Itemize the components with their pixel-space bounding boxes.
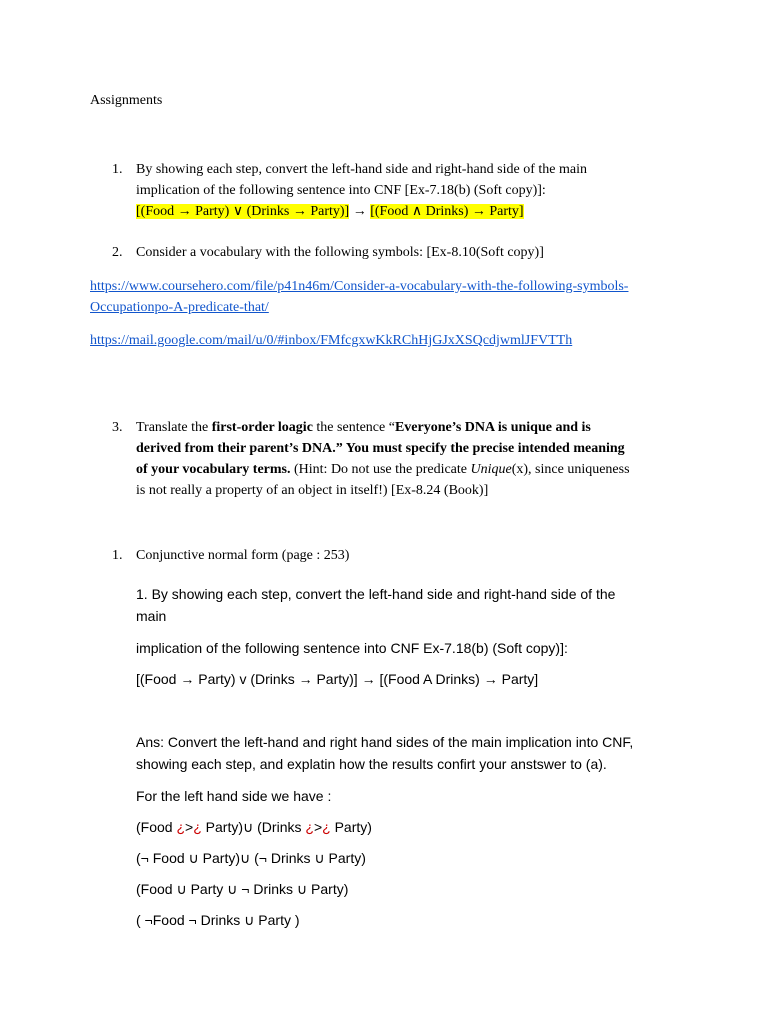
- step-text: Party)∪ (Drinks: [201, 819, 306, 835]
- highlighted-formula-right: [(Food ∧ Drinks) → Party]: [370, 204, 524, 219]
- q3-text: (x), since uniqueness: [511, 462, 630, 477]
- cnf-question-line2: implication of the following sentence into CNF Ex-7.18(b) (Soft copy)]:: [136, 640, 568, 656]
- garbled-symbol: ¿: [193, 819, 202, 835]
- answer-line2: showing each step, and explatin how the results confirt your anstswer to (a).: [136, 756, 607, 772]
- step-2: (¬ Food ∪ Party)∪ (¬ Drinks ∪ Party): [136, 850, 366, 866]
- list-number: 1.: [112, 162, 123, 177]
- step-3: (Food ∪ Party ∪ ¬ Drinks ∪ Party): [136, 881, 349, 897]
- highlighted-formula-left: [(Food → Party) ∨ (Drinks → Party)]: [136, 204, 350, 219]
- formula-arrow: →: [349, 204, 371, 219]
- q3-text: Translate the: [136, 420, 212, 435]
- garbled-symbol: ¿: [305, 819, 314, 835]
- step-text: >: [313, 819, 323, 835]
- q3-bold-sentence: of your vocabulary terms.: [136, 462, 291, 477]
- q3-bold-sentence: Everyone’s DNA is unique and is: [394, 420, 591, 435]
- q3-bold-term: first-order loagic: [211, 420, 313, 435]
- answer-para: [136, 731, 696, 775]
- q3-italic-predicate: Unique: [470, 462, 512, 477]
- left-side-intro: For the left hand side we have :: [136, 788, 332, 804]
- step-text: (Food: [136, 819, 177, 835]
- q1-line2: implication of the following sentence into CNF [Ex-7.18(b) (Soft copy)]:: [136, 183, 546, 198]
- coursehero-link-line1[interactable]: https://www.coursehero.com/file/p41n46m/Consider-a-vocabulary-with-the-following-symbols-: [90, 279, 629, 294]
- step-1: [136, 816, 696, 838]
- answer-line1: Ans: Convert the left-hand and right hand sides of the main implication into CNF,: [136, 734, 634, 750]
- list-number: 1.: [112, 548, 123, 563]
- coursehero-link[interactable]: [90, 276, 690, 318]
- list-item-q2: [112, 242, 676, 263]
- coursehero-link-line2[interactable]: Occupationpo-A-predicate-that/: [90, 300, 269, 315]
- q3-line2: [136, 438, 676, 459]
- cnf-question-line1b: main: [136, 608, 167, 624]
- cnf-question-line1: 1. By showing each step, convert the left-hand side and right-hand side of the: [136, 586, 616, 602]
- garbled-symbol: ¿: [176, 819, 186, 835]
- cnf-question-para: [136, 583, 696, 627]
- q3-bold-sentence: derived from their parent’s DNA.” You must specify the precise intended meaning: [136, 441, 625, 456]
- step-4: ( ¬Food ¬ Drinks ∪ Party ): [136, 912, 300, 928]
- step-text: >: [185, 819, 194, 835]
- q3-line1: [136, 417, 676, 438]
- q2-text: Consider a vocabulary with the following symbols: [Ex-8.10(Soft copy)]: [136, 245, 544, 260]
- q1-line1: By showing each step, convert the left-hand side and right-hand side of the main: [136, 162, 587, 177]
- garbled-symbol: ¿: [322, 819, 331, 835]
- list-number: 3.: [112, 420, 123, 435]
- list-number: 2.: [112, 245, 123, 260]
- list-item-q3: [112, 417, 676, 501]
- list-item-cnf: [112, 545, 676, 566]
- gmail-link[interactable]: https://mail.google.com/mail/u/0/#inbox/FMfcgxwKkRChHjGJxXSQcdjwmlJFVTTh: [90, 333, 573, 348]
- page-title: Assignments: [90, 93, 163, 108]
- list-item-q1: [112, 159, 676, 222]
- cnf-formula: [(Food → Party) v (Drinks → Party)] → [(Food A Drinks) → Party]: [136, 671, 539, 687]
- q1-formula: [136, 201, 676, 222]
- q3-line4: is not really a property of an object in itself!) [Ex-8.24 (Book)]: [136, 483, 489, 498]
- q3-line3: [136, 459, 676, 480]
- q3-text: (Hint: Do not use the predicate: [290, 462, 471, 477]
- step-text: Party): [330, 819, 372, 835]
- cnf-title: Conjunctive normal form (page : 253): [136, 548, 350, 563]
- q3-text: the sentence “: [312, 420, 395, 435]
